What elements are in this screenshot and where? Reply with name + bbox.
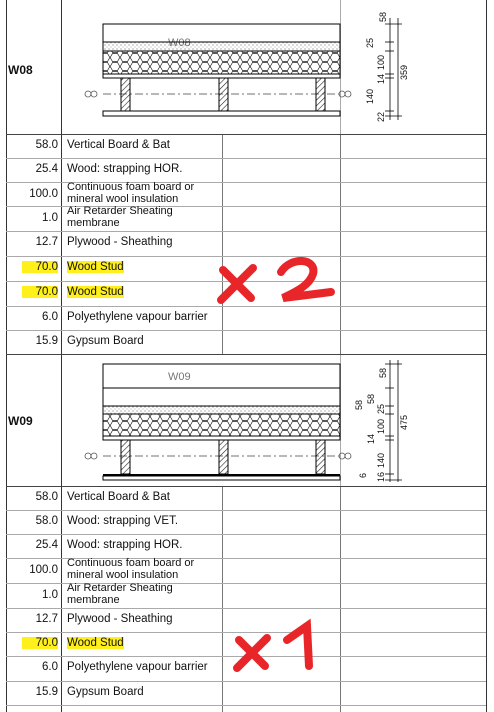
material-name: Gypsum Board [67, 686, 144, 698]
sheathing-layer [103, 436, 340, 440]
section-label-w08: W08 [8, 63, 33, 77]
thickness-value: 15.9 [35, 335, 58, 347]
dim-label: 25 [365, 37, 375, 48]
table-row [0, 134, 494, 158]
material-name: Wood: strapping VET. [67, 515, 179, 527]
material-name: Wood: strapping HOR. [67, 539, 183, 551]
section-divider [6, 354, 486, 355]
stud [219, 440, 228, 474]
thickness-value: 1.0 [42, 589, 58, 601]
thickness-value: 100.0 [29, 564, 58, 576]
material-name: Plywood - Sheathing [67, 236, 173, 248]
insulation-layer [103, 414, 340, 436]
thickness-value: 12.7 [35, 613, 58, 625]
drawing-label-w09: W09 [168, 371, 191, 383]
table-row [0, 158, 494, 182]
material-name: Vertical Board & Bat [67, 139, 170, 151]
material-name: Plywood - Sheathing [67, 613, 173, 625]
table-row [0, 330, 494, 354]
stud [121, 78, 130, 111]
dim-label: 58 [354, 399, 364, 410]
thickness-value: 25.4 [35, 163, 58, 175]
material-name: Wood Stud [67, 261, 124, 273]
stud [316, 78, 325, 111]
table-row [0, 558, 494, 582]
cladding-layer [103, 24, 340, 42]
table-row [0, 583, 494, 607]
gypsum-layer [103, 476, 340, 480]
thickness-value: 1.0 [42, 212, 58, 224]
thickness-value: 70.0 [22, 261, 58, 273]
dim-label: 58 [378, 367, 388, 378]
handwritten-multiplier-w08 [205, 248, 345, 308]
thickness-value: 58.0 [35, 491, 58, 503]
wall-section-drawing-w08 [80, 8, 410, 130]
strapping-vertical-layer [103, 388, 340, 406]
strapping-layer [103, 42, 340, 51]
material-name: Polyethylene vapour barrier [67, 311, 208, 323]
cladding-layer [103, 364, 340, 388]
sheathing-layer [103, 74, 340, 78]
thickness-value: 70.0 [22, 637, 58, 649]
thickness-value: 70.0 [22, 286, 58, 298]
thickness-value: 100.0 [29, 188, 58, 200]
stud [316, 440, 325, 474]
material-name: Polyethylene vapour barrier [67, 661, 208, 673]
dim-label: 58 [378, 11, 388, 22]
insulation-layer [103, 51, 340, 74]
thickness-value: 6.0 [42, 661, 58, 673]
row-divider [6, 705, 486, 706]
dim-label: 359 [399, 64, 409, 80]
strapping-layer [103, 406, 340, 414]
section-label-w09: W09 [8, 414, 33, 428]
handwritten-multiplier-w09 [225, 618, 335, 674]
material-name: Air Retarder Sheating membrane [67, 582, 173, 606]
stud [219, 78, 228, 111]
dim-label: 58 [366, 393, 376, 404]
dim-label: 14 [376, 73, 386, 84]
thickness-value: 15.9 [35, 686, 58, 698]
dim-label: 25 [376, 403, 386, 414]
material-name: Gypsum Board [67, 335, 144, 347]
table-row [0, 534, 494, 558]
material-name: Wood Stud [67, 286, 124, 298]
material-name: Air Retarder Sheating membrane [67, 205, 173, 229]
dim-label: 22 [376, 111, 386, 122]
dim-label: 14 [366, 433, 376, 444]
dim-label: 100 [376, 54, 386, 70]
dim-label: 6 [358, 472, 368, 478]
stud [121, 440, 130, 474]
thickness-value: 58.0 [35, 515, 58, 527]
thickness-value: 6.0 [42, 311, 58, 323]
material-name: Vertical Board & Bat [67, 491, 170, 503]
dim-label: 100 [376, 418, 386, 434]
dim-label: 16 [376, 471, 386, 482]
dim-label: 475 [399, 414, 409, 430]
thickness-value: 25.4 [35, 539, 58, 551]
table-row [0, 510, 494, 534]
table-row [0, 306, 494, 330]
table-row [0, 182, 494, 206]
material-name: Continuous foam board or mineral wool insulation [67, 181, 195, 205]
table-row [0, 206, 494, 230]
wall-section-drawing-w09 [80, 358, 410, 484]
gypsum-layer [103, 111, 340, 116]
thickness-value: 58.0 [35, 139, 58, 151]
material-name: Wood: strapping HOR. [67, 163, 183, 175]
dim-label: 140 [365, 88, 375, 104]
material-name: Continuous foam board or mineral wool insulation [67, 557, 195, 581]
material-name: Wood Stud [67, 637, 124, 649]
table-row [0, 486, 494, 510]
dim-label: 140 [376, 452, 386, 468]
table-row [0, 681, 494, 705]
thickness-value: 12.7 [35, 236, 58, 248]
